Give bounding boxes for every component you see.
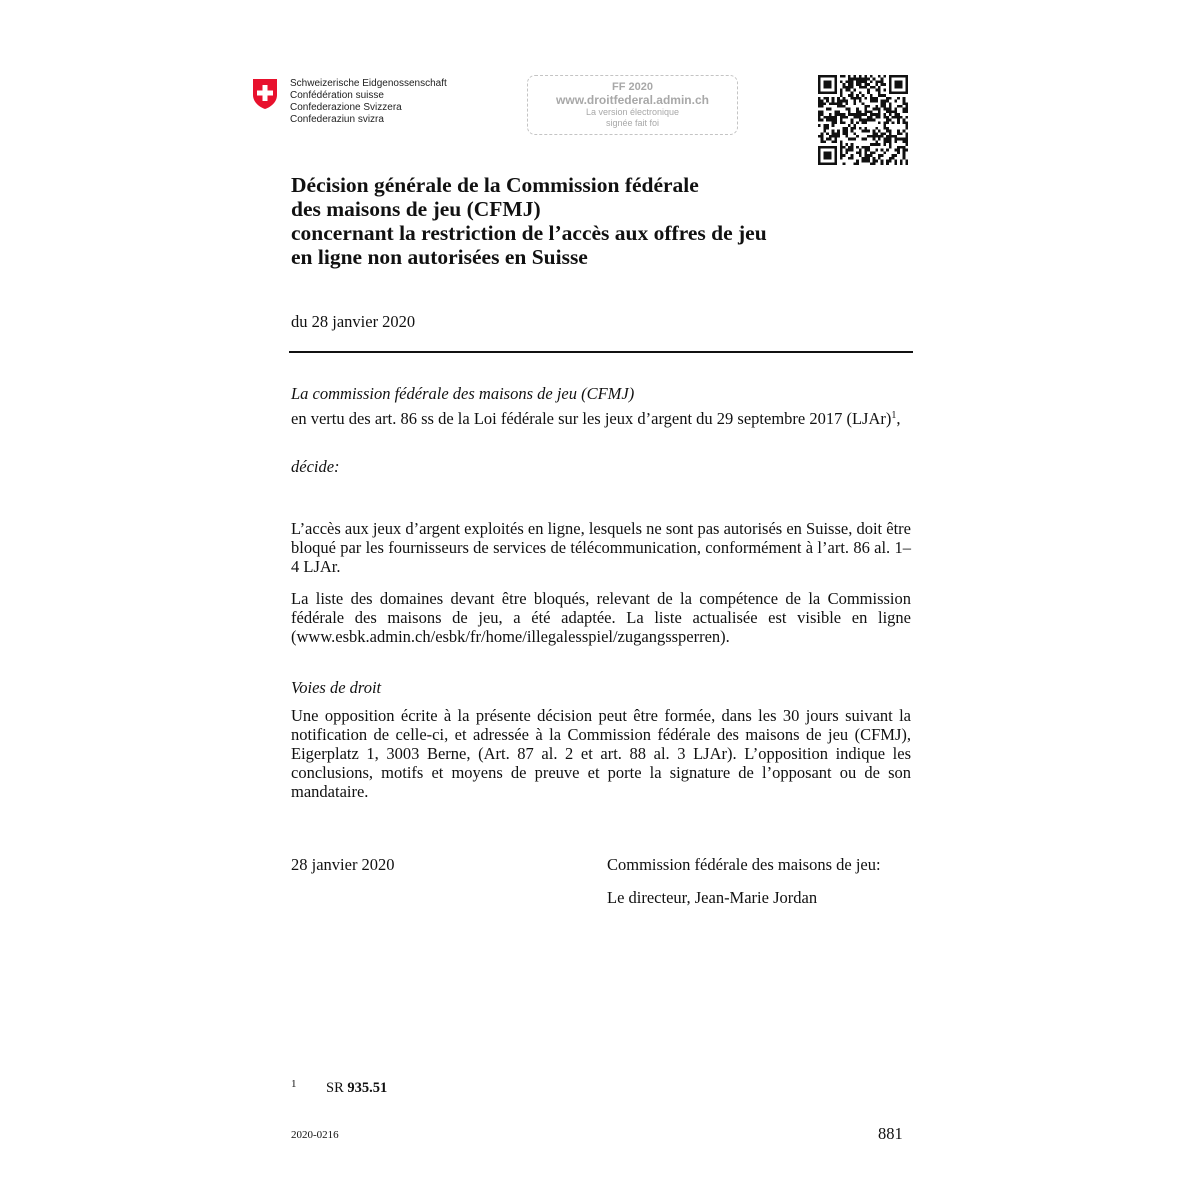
stamp-note-2: signée fait foi xyxy=(605,118,660,128)
issuing-authority: La commission fédérale des maisons de jeu (CFMJ) xyxy=(291,384,635,403)
confederation-names xyxy=(290,78,447,126)
footnote-text xyxy=(326,1080,387,1097)
signature-person: Le directeur, Jean-Marie Jordan xyxy=(607,888,818,907)
stamp-note-1: La version électronique xyxy=(585,107,680,117)
footnote-prefix: SR xyxy=(326,1080,348,1096)
decision-paragraph-1: L’accès aux jeux d’argent exploités en ligne, lesquels ne sont pas autorisés en Suisse, doit être bloqué par les fournisseurs de services de télécommunication, conformément à l’art. 86 al. 1–4 LJAr. xyxy=(291,519,911,576)
page-number: 881 xyxy=(878,1124,903,1143)
stamp-url[interactable]: www.droitfederal.admin.ch xyxy=(556,93,709,107)
document-title xyxy=(291,173,911,269)
title-line: Décision générale de la Commission fédérale xyxy=(291,173,699,197)
title-divider xyxy=(289,351,913,353)
signature-date: 28 janvier 2020 xyxy=(291,855,395,874)
appeal-heading: Voies de droit xyxy=(291,678,382,697)
confederation-name-rm: Confederaziun svizra xyxy=(290,114,384,125)
decision-paragraph-2: La liste des domaines devant être bloqués, relevant de la compétence de la Commission fédérale des maisons de jeu, a été adaptée. La liste actualisée est visible en ligne (www.esbk.admin.ch/esbk/fr/home/illegalesspiel/zugangssperren). xyxy=(291,589,911,646)
legal-basis-text: en vertu des art. 86 ss de la Loi fédérale sur les jeux d’argent du 29 septembre 2017 (LJAr) xyxy=(291,409,892,428)
signature-organization: Commission fédérale des maisons de jeu: xyxy=(607,855,881,874)
qr-code-icon xyxy=(818,75,908,165)
confederation-name-fr: Confédération suisse xyxy=(290,90,384,101)
appeal-paragraph: Une opposition écrite à la présente décision peut être formée, dans les 30 jours suivant la notification de celle-ci, et adressée à la Commission fédérale des maisons de jeu (CFMJ), Eigerplatz 1, 3003 Berne, (Art. 87 al. 2 et art. 88 al. 3 LJAr). L’opposition indique les conclusions, motifs et moyens de preuve et porte la signature de l’opposant ou de son mandataire. xyxy=(291,706,911,801)
legal-basis xyxy=(291,409,911,428)
publication-stamp xyxy=(527,75,738,135)
confederation-name-it: Confederazione Svizzera xyxy=(290,102,402,113)
footnote-reference[interactable]: 1 xyxy=(891,410,897,421)
decide-label: décide: xyxy=(291,457,340,476)
document-number: 2020-0216 xyxy=(291,1129,339,1141)
title-line: en ligne non autorisées en Suisse xyxy=(291,245,588,269)
decision-date: du 28 janvier 2020 xyxy=(291,312,416,331)
title-line: des maisons de jeu (CFMJ) xyxy=(291,197,541,221)
confederation-name-de: Schweizerische Eidgenossenschaft xyxy=(290,78,447,89)
footnote-sr-number: 935.51 xyxy=(347,1080,388,1096)
title-line: concernant la restriction de l’accès aux offres de jeu xyxy=(291,221,767,245)
legal-basis-end: , xyxy=(896,409,901,428)
stamp-publication: FF 2020 xyxy=(612,81,653,93)
footnote-number: 1 xyxy=(291,1078,297,1090)
swiss-coat-of-arms-icon xyxy=(252,78,278,110)
